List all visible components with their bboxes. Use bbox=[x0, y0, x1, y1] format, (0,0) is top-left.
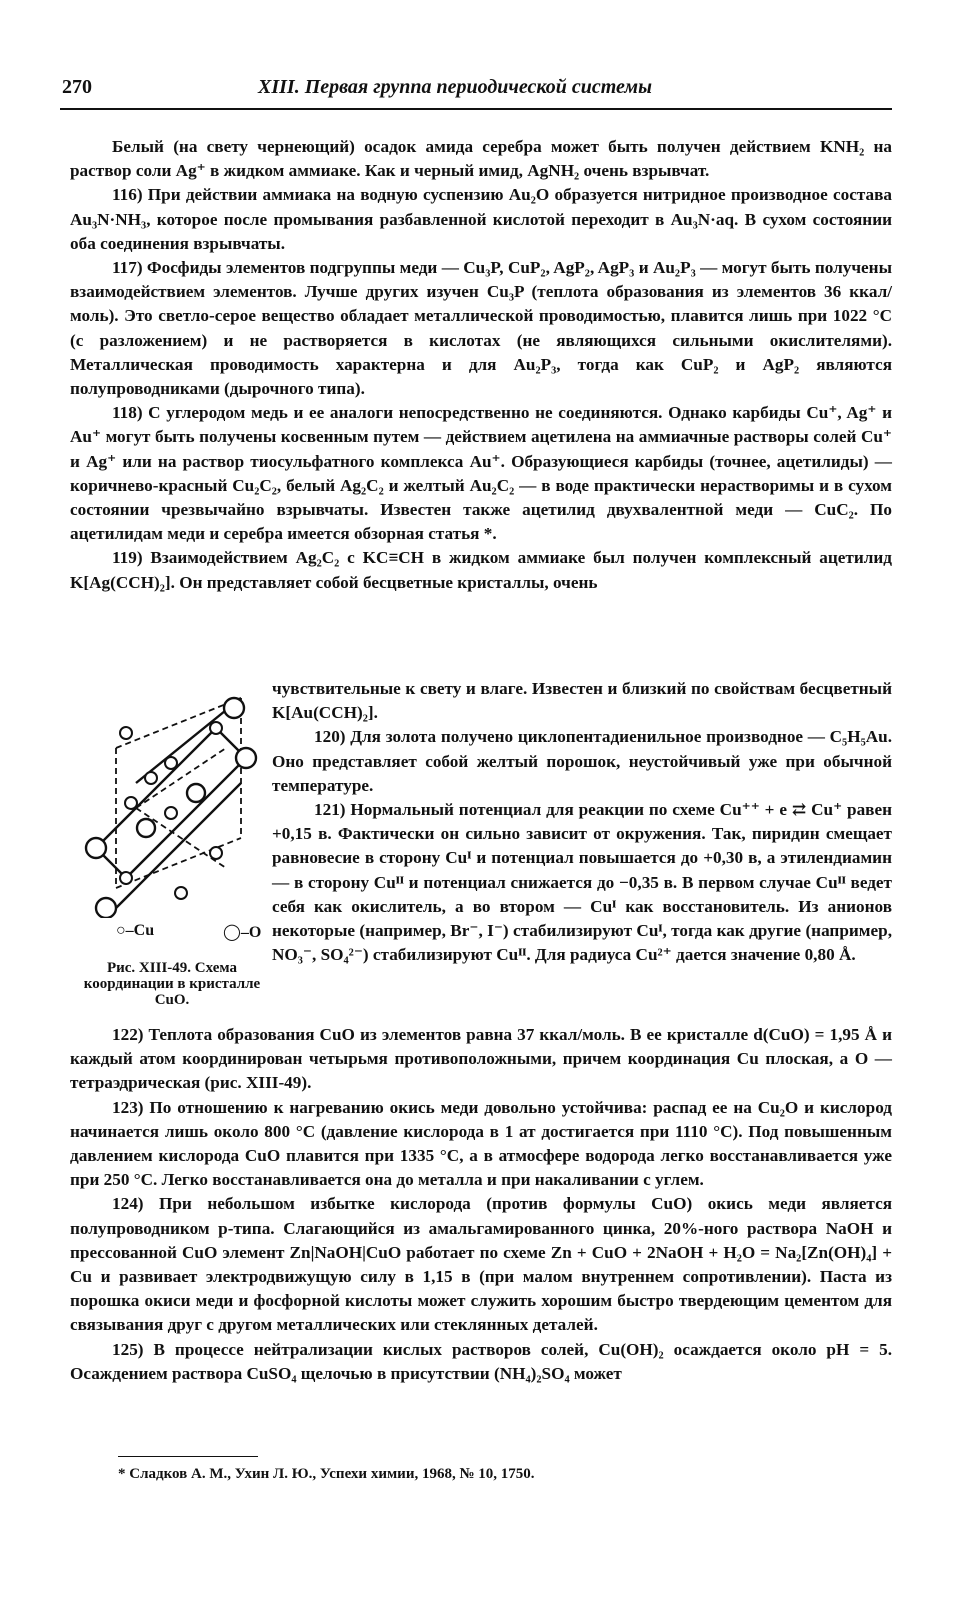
text-block-top bbox=[70, 135, 892, 595]
footnote-rule bbox=[118, 1456, 258, 1457]
page-header bbox=[62, 76, 892, 106]
paragraph: 124) При небольшом избытке кислорода (против формулы CuO) окись меди является полупроводником p-типа. Слагающийся из амальгамированного цинка, 20%-ного раствора NaOH и прессованной CuO элемент Zn|NaOH|CuO работает по схеме Zn + CuO + 2NaOH + H₂O = Na₂[Zn(OH)₄] + Cu и развивает электродвижущую силу в 1,15 в (при малом внутреннем сопротивлении). Паста из порошка окиси меди и фосфорной кислоты может служить хорошим быстро твердеющим цементом для связывания друг с другом металлических или стеклянных деталей. bbox=[70, 1194, 892, 1335]
paragraph: 118) С углеродом медь и ее аналоги непосредственно не соединяются. Однако карбиды Cu⁺, Ag⁺ и Au⁺ могут быть получены косвенным путем — действием ацетилена на аммиачные растворы солей Cu⁺ и Ag⁺ или на раствор тиосульфатного комплекса Au⁺. Образующиеся карбиды (точнее, ацетилиды) — коричнево-красный Cu₂C₂, белый Ag₂C₂ и желтый Au₂C₂ — в воде практически нерастворимы и в сухом состоянии чрезвычайно взрывчаты. Известен также ацетилид двухвалентной меди — CuC₂. По ацетилидам меди и серебра имеется обзорная статья *. bbox=[70, 403, 892, 544]
paragraph: 123) По отношению к нагреванию окись меди довольно устойчива: распад ее на Cu₂O и кислород начинается лишь около 800 °С (давление кислорода в 1 ат достигается при 1110 °С). Под повышенным давлением кислорода CuO плавится при 1335 °С, а в атмосфере водорода легко восстанавливается уже при 250 °С. Легко восстанавливается она до металла и при накаливании с углем. bbox=[70, 1097, 892, 1190]
paragraph: 119) Взаимодействием Ag₂C₂ с KC≡CH в жидком аммиаке был получен комплексный ацетилид K[Ag(CCH)₂]. Он представляет собой бесцветные кристаллы, очень bbox=[70, 548, 892, 592]
paragraph: Белый (на свету чернеющий) осадок амида серебра может быть получен действием KNH₂ на раствор соли Ag⁺ в жидком аммиаке. Как и черный имид, AgNH₂ очень взрывчат. bbox=[70, 137, 892, 181]
paragraph: 121) Нормальный потенциал для реакции по схеме Cu⁺⁺ + e ⇄ Cu⁺ равен +0,15 в. Фактически он сильно зависит от окружения. Так, пиридин смещает равновесие в сторону Cuᴵ и потенциал повышается до +0,30 в, а этилендиамин — в сторону Cuᴵᴵ и потенциал снижается до −0,35 в. В первом случае Cuᴵᴵ ведет себя как окислитель, а во втором — Cuᴵ как восстановитель. Из анионов некоторые (например, Br⁻, I⁻) стабилизируют Cuᴵ, тогда как другие (например, NO₃⁻, SO₄²⁻) стабилизируют Cuᴵᴵ. Для радиуса Cu²⁺ дается значение 0,80 Å. bbox=[272, 800, 892, 965]
cuo-lattice-diagram bbox=[76, 688, 268, 918]
footnote: * Сладков А. М., Ухин Л. Ю., Успехи химии, 1968, № 10, 1750. bbox=[118, 1466, 535, 1482]
paragraph: чувствительные к свету и влаге. Известен и близкий по свойствам бесцветный K[Au(CCH)₂]. bbox=[272, 679, 892, 723]
legend-cu: ○–Cu bbox=[116, 922, 155, 939]
paragraph: 116) При действии аммиака на водную суспензию Au₂O образуется нитридное производное состава Au₃N·NH₃, которое после промывания разбавленной кислотой переходит в Au₃N·aq. В сухом состоянии оба соединения взрывчаты. bbox=[70, 185, 892, 253]
paragraph: 122) Теплота образования CuO из элементов равна 37 ккал/моль. В ее кристалле d(CuO) = 1,95 Å и каждый атом координирован четырьмя противоположными, причем координация Cu плоская, а O — тетраэдрическая (рис. XIII-49). bbox=[70, 1025, 892, 1093]
figure-caption: Рис. XIII-49. Схема координации в кристалле CuO. bbox=[83, 960, 261, 1008]
running-title: XIII. Первая группа периодической системы bbox=[258, 76, 652, 98]
text-block-beside-figure bbox=[272, 677, 892, 967]
page-number: 270 bbox=[62, 76, 92, 98]
crystal-structure-figure bbox=[76, 688, 268, 1018]
text-block-bottom bbox=[70, 1023, 892, 1386]
paragraph: 125) В процессе нейтрализации кислых растворов солей, Cu(OH)₂ осаждается около pH = 5. Осаждением раствора CuSO₄ щелочью в присутствии (NH₄)₂SO₄ может bbox=[70, 1339, 892, 1383]
legend-o: ◯–O bbox=[223, 924, 262, 941]
paragraph: 117) Фосфиды элементов подгруппы меди — Cu₃P, CuP₂, AgP₂, AgP₃ и Au₂P₃ — могут быть получены взаимодействием элементов. Лучше других изучен Cu₃P (теплота образования из элементов 36 ккал/моль). Это светло-серое вещество обладает металлической проводимостью, плавится лишь при 1022 °С (с разложением) и не растворяется в кислотах (не являющихся сильными окислителями). Металлическая проводимость характерна и для Au₂P₃, тогда как CuP₂ и AgP₂ являются полупроводниками (дырочного типа). bbox=[70, 258, 892, 399]
header-rule bbox=[60, 108, 892, 110]
paragraph: 120) Для золота получено циклопентадиенильное производное — C₅H₅Au. Оно представляет собой желтый порошок, неустойчивый уже при обычной температуре. bbox=[272, 727, 892, 795]
